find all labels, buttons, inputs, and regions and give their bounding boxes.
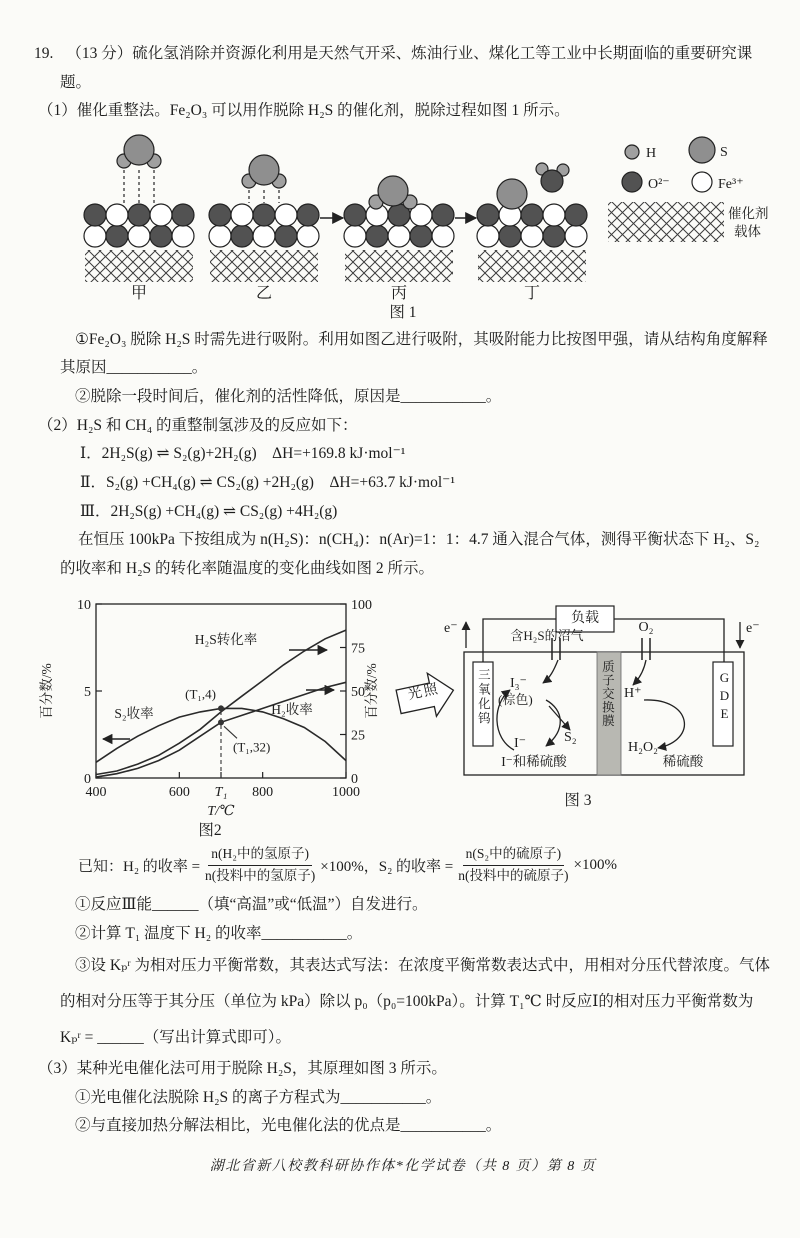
figures-row [34,590,772,842]
series-label-h2-yield: H₂收率 [271,701,313,717]
svg-text:0: 0 [84,771,91,787]
svg-text:(T₁,32): (T₁,32) [233,739,271,755]
svg-text:10: 10 [77,597,91,613]
triiodide-color-note: (棕色) [498,691,533,707]
page-footer: 湖北省新八校教科研协作体*化学试卷（共 8 页）第 8 页 [209,1159,597,1175]
s2-fraction-denominator: n(投料中的硫原子) [458,867,569,883]
h2-fraction-numerator: n(H₂中的氢原子) [208,845,312,865]
s2-fraction-numerator: n(S₂中的硫原子) [463,845,564,865]
question-number: 19. [34,45,54,62]
iodide-label: I⁻ [514,735,527,751]
part1-heading: （1）催化重整法。Fe₂O₃ 可以用作脱除 H₂S 的催化剂，脱除过程如图 1 所示。 [38,102,570,120]
reaction-equation-2: Ⅱ．S₂(g) +CH₄(g) ⇌ CS₂(g) +2H₂(g) ΔH=+63.7 kJ·mol⁻¹ [80,474,455,492]
panel-label-yi: 乙 [255,285,273,303]
known-middle: ×100%，S₂ 的收率 = [320,858,454,875]
svg-text:75: 75 [351,641,365,657]
left-solution-label: I⁻和稀硫酸 [501,753,567,769]
question-intro-text: （13 分）硫化氢消除并资源化利用是天然气开采、炼油行业、煤化工等工业中长期面临的重要研究课题。 [60,45,753,91]
figure3-caption: 图 3 [564,791,592,809]
part2-question3: ③设 Kₚʳ 为相对压力平衡常数，其表达式写法：在浓度平衡常数表达式中，用相对分压代替浓度。气体的相对分压等于其分压（单位为 kPa）除以 p₀（p₀=100kPa）。计算 T₁℃ 时反应Ⅰ的相对压力平衡常数为 Kₚʳ = ______（写出计算式即可）。 [60,957,771,1046]
part1-question1: ①Fe₂O₃ 脱除 H₂S 时需先进行吸附。利用如图乙进行吸附，其吸附能力比按图甲强，请从结构角度解释其原因___________。 [60,330,768,377]
figure1 [34,130,772,324]
part2-condition: 在恒压 100kPa 下按组成为 n(H₂S)：n(CH₄)：n(Ar)=1：1：4.7 通入混合气体，测得平衡状态下 H₂、S₂ 的收率和 H₂S 的转化率随温度的变化曲线如图 2 所示。 [60,531,760,578]
reaction-equation-3: Ⅲ．2H₂S(g) +CH₄(g) ⇌ CS₂(g) +4H₂(g) [80,502,338,520]
panel-label-ding: 丁 [523,285,541,303]
biogas-label: 含H₂S的沼气 [510,627,584,643]
x-axis-label: T/℃ [207,803,235,819]
figure2-chart [34,590,386,820]
right-wire [614,619,724,662]
s2-yield-fraction [458,845,568,884]
figure1-molecular-diagram [34,130,772,302]
reaction-equation-1: Ⅰ．2H₂S(g) ⇌ S₂(g)+2H₂(g) ΔH=+169.8 kJ·mol⁻¹ [80,445,406,463]
figure2-caption: 图2 [198,821,222,839]
o2-down-arrow [633,660,646,685]
figure3-cell-diagram [394,590,762,790]
series-label-h2s-conversion: H₂S转化率 [194,631,258,647]
electron-right-label: e⁻ [746,620,760,636]
svg-text:25: 25 [351,728,365,744]
svg-text:T₁: T₁ [214,784,228,800]
known-yield-formulas [34,845,772,884]
left-electrode-label: 三氧化钨 [476,667,491,726]
right-electrode-label: GDE [716,669,732,724]
part3-heading: （3）某种光电催化法可用于脱除 H₂S，其原理如图 3 所示。 [38,1060,447,1078]
part2-question1: ①反应Ⅲ能______（填“高温”或“低温”）自发进行。 [75,895,428,913]
svg-text:50: 50 [351,684,365,700]
panel-label-bing: 丙 [390,285,408,303]
legend-fe-label: Fe³⁺ [718,177,744,193]
part2-question2: ②计算 T₁ 温度下 H₂ 的收率___________。 [75,924,363,942]
membrane-label: 质子交换膜 [600,659,615,728]
svg-text:1000: 1000 [332,784,360,800]
legend-carrier-label-2: 载体 [734,224,761,240]
svg-text:0: 0 [351,771,358,787]
legend-h-label: H [646,146,657,162]
legend-carrier-label-1: 催化剂 [728,206,769,222]
svg-text:800: 800 [252,784,274,800]
series-label-s2-yield: S₂收率 [114,705,154,721]
part3-question1: ①光电催化法脱除 H₂S 的离子方程式为___________。 [75,1088,442,1106]
svg-text:600: 600 [168,784,190,800]
svg-text:5: 5 [84,684,91,700]
oxygen-label: O₂ [638,619,654,635]
electron-left-label: e⁻ [444,620,458,636]
light-label: 光照 [406,681,442,703]
h2-yield-fraction [205,845,315,884]
svg-text:(T₁,4): (T₁,4) [185,686,216,702]
question-19-intro [34,40,772,97]
figure1-caption: 图 1 [389,304,417,322]
part2-heading: （2）H₂S 和 CH₄ 的重整制氢涉及的反应如下： [38,416,358,434]
right-solution-label: 稀硫酸 [662,753,704,769]
y-axis-left-label: 百分数/% [39,663,54,719]
known-prefix: 已知：H₂ 的收率 = [78,858,201,875]
svg-text:400: 400 [85,784,107,800]
triiodide-label: I₃⁻ [510,675,527,691]
part3-question2: ②与直接加热分解法相比，光电催化法的优点是___________。 [75,1117,502,1135]
part1-question2: ②脱除一段时间后，催化剂的活性降低，原因是___________。 [75,388,502,406]
triiodide-reduction-arc [546,700,560,746]
proton-label: H⁺ [624,685,642,701]
figure2 [34,590,386,842]
legend-s-label: S [720,145,728,161]
y-axis-right-label: 百分数/% [364,663,379,719]
biogas-down-arrow [543,660,558,683]
sulfur-label: S₂ [564,729,577,745]
panel-label-jia: 甲 [130,285,148,303]
svg-text:100: 100 [351,597,372,613]
known-suffix: ×100% [573,856,617,873]
legend-o-label: O²⁻ [648,177,670,193]
figure3 [394,590,762,812]
load-label: 负载 [571,610,599,626]
peroxide-label: H₂O₂ [628,739,658,755]
h2-fraction-denominator: n(投料中的氢原子) [205,867,316,883]
plot-frame [96,604,346,778]
